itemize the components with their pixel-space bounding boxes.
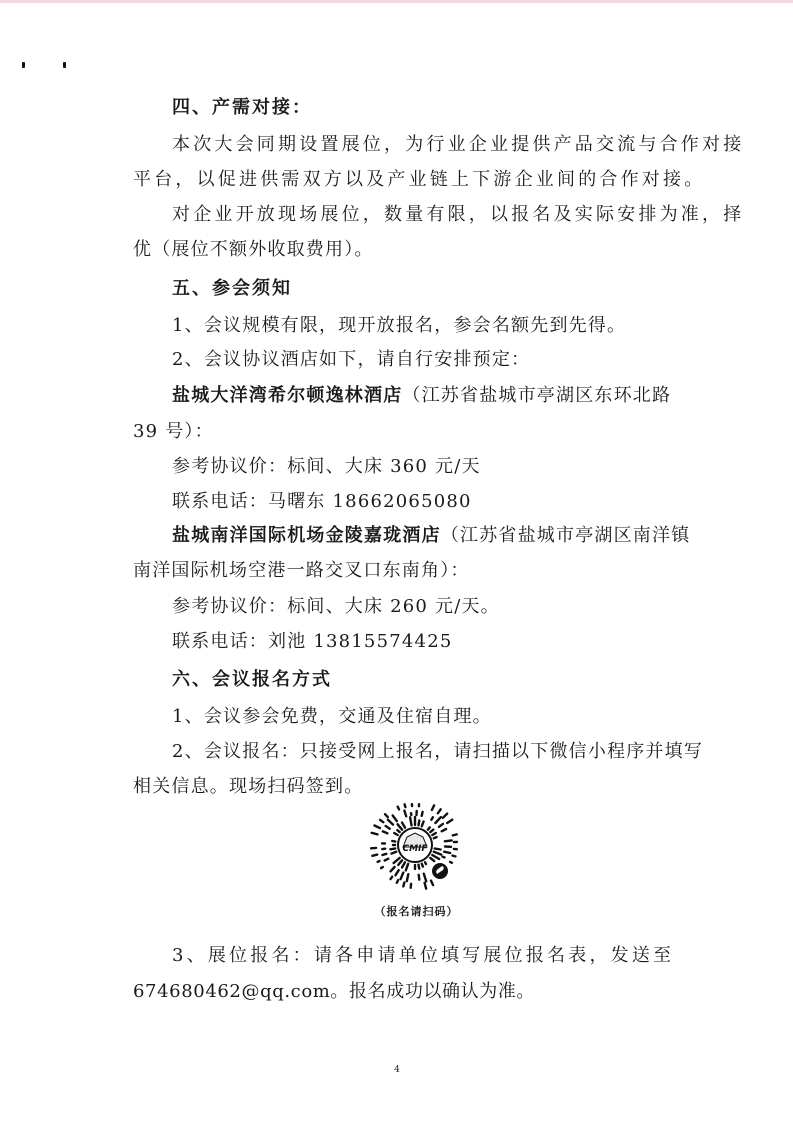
section4-para2-line2: 优（展位不额外收取费用）。 [133,239,374,260]
hotel2-name-line [172,524,690,548]
section5-heading: 五、参会须知 [172,278,292,299]
qr-code[interactable] [367,797,463,893]
hotel2-contact: 联系电话：刘池 13815574425 [172,631,453,652]
section4-para1-line2: 平台，以促进供需双方以及产业链上下游企业间的合作对接。 [133,169,706,190]
qr-caption: （报名请扫码） [374,905,459,918]
hotel1-price: 参考协议价：标间、大床 360 元/天 [172,456,481,477]
hotel1-contact: 联系电话：马曙东 18662065080 [172,491,472,512]
section5-item1: 1、会议规模有限，现开放报名，参会名额先到先得。 [172,315,627,336]
hotel1-name-line [172,384,671,408]
qr-logo-text: CMIF [402,844,428,854]
section4-heading: 四、产需对接： [172,97,312,118]
hotel2-price: 参考协议价：标间、大床 260 元/天。 [172,596,500,617]
section6-item3-line1: 3、展位报名：请各申请单位填写展位报名表，发送至 [172,945,675,966]
section6-item1: 1、会议参会免费，交通及住宿自理。 [172,706,492,727]
hotel2-address-part1: （江苏省盐城市亭湖区南洋镇 [440,525,691,546]
hotel1-name: 盐城大洋湾希尔顿逸林酒店 [172,385,403,406]
hotel1-address-part1: （江苏省盐城市亭湖区东环北路 [402,385,672,406]
section5-item2: 2、会议协议酒店如下，请自行安排预定： [172,349,531,370]
page-number: 4 [394,1065,400,1075]
hotel1-address-part2: 39 号）： [133,421,214,442]
hotel2-name: 盐城南洋国际机场金陵嘉珑酒店 [172,525,441,546]
section6-item2-line2: 相关信息。现场扫码签到。 [133,776,364,797]
section4-para2-line1: 对企业开放现场展位，数量有限，以报名及实际安排为准，择 [172,204,745,225]
section6-heading: 六、会议报名方式 [172,669,332,690]
section6-item3-line2: 674680462@qq.com。报名成功以确认为准。 [133,981,536,1002]
section6-item2-line1: 2、会议报名：只接受网上报名，请扫描以下微信小程序并填写 [172,741,704,762]
section4-para1-line1: 本次大会同期设置展位，为行业企业提供产品交流与合作对接 [172,134,745,155]
hotel2-address-part2: 南洋国际机场空港一路交叉口东南角）： [133,560,470,581]
